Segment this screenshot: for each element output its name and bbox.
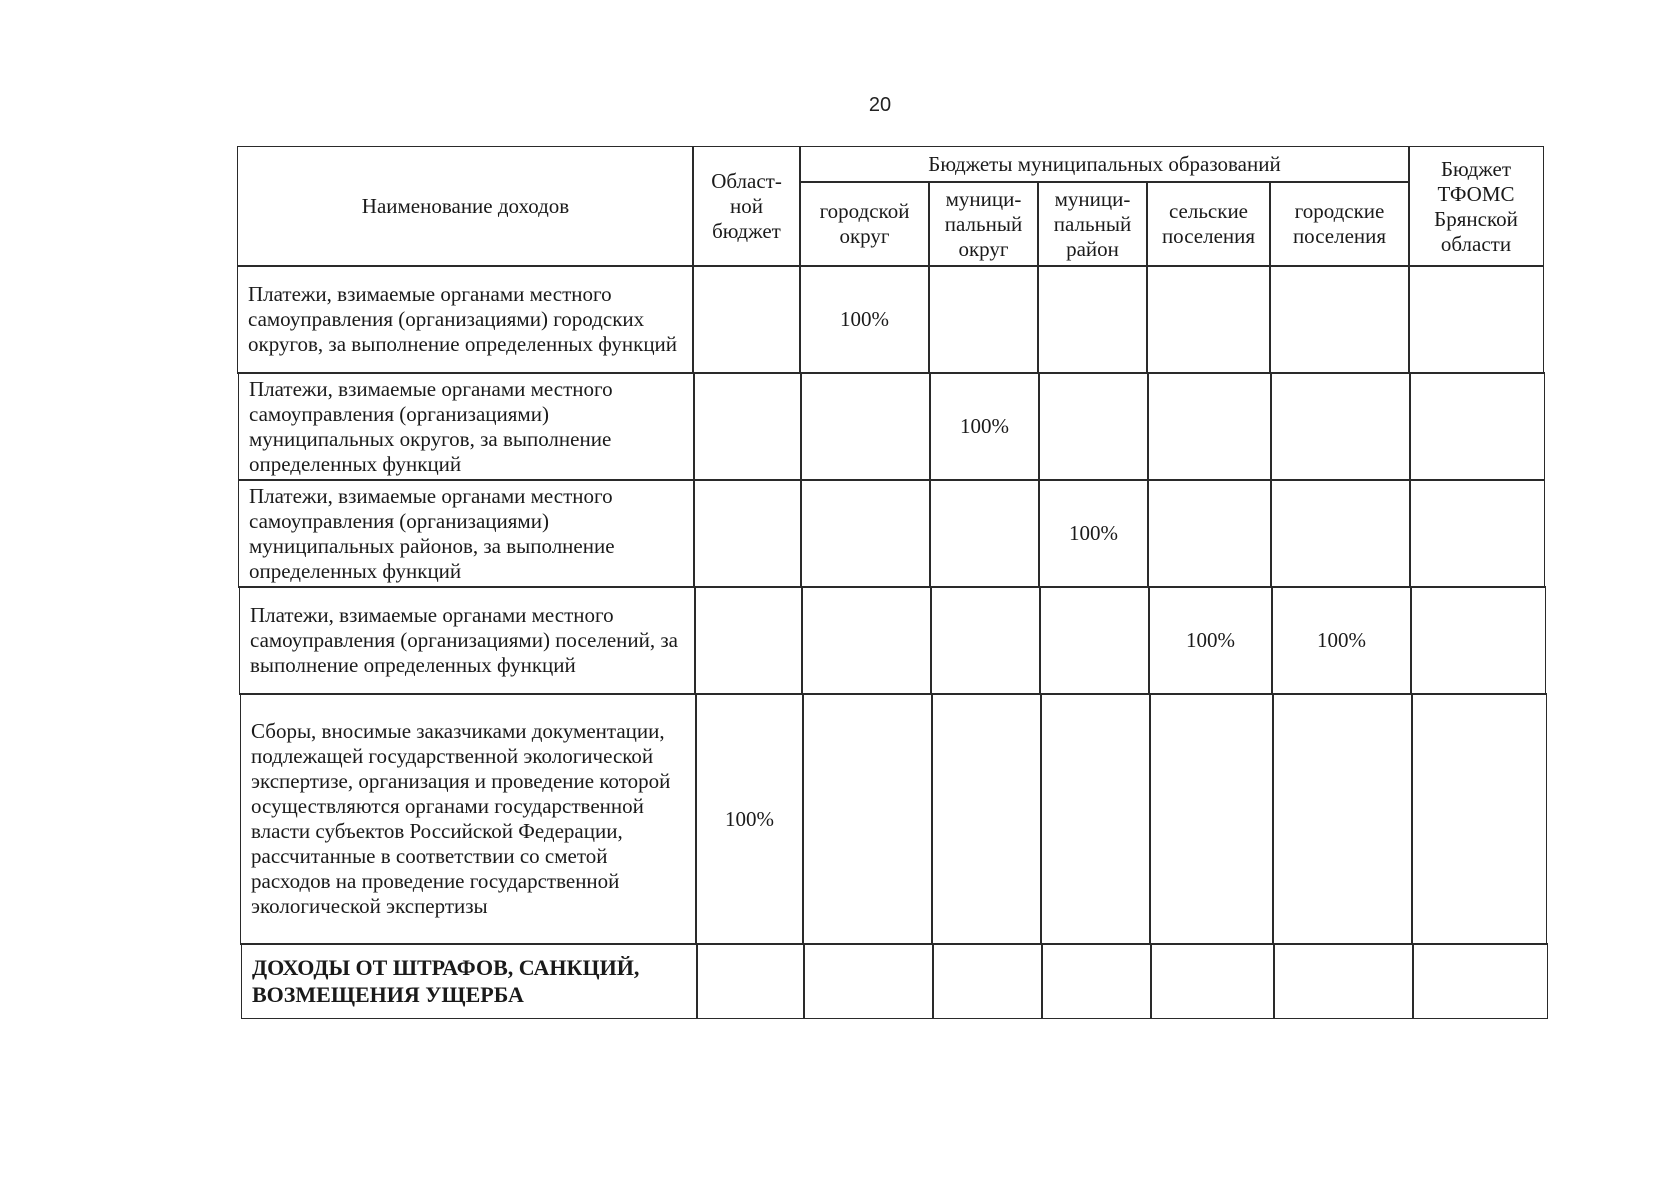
row-regional-value	[694, 586, 803, 695]
row-municipal-area-value: 100%	[1038, 479, 1149, 588]
row-municipal-area-value	[1041, 943, 1152, 1019]
row-name: Сборы, вносимые заказчиками документации, подлежащей государственной экологической экспертизе, организация и проведение которой осуществляются органами государственной власти субъектов Российской Федерации, рассчитанные в соответствии со сметой расходов на проведение государственной экологической экспертизы	[240, 693, 697, 945]
row-name: Платежи, взимаемые органами местного самоуправления (организациями) городских округов, за выполнение определенных функций	[237, 265, 694, 374]
header-city-district: городской округ	[799, 181, 930, 267]
row-name: Платежи, взимаемые органами местного самоуправления (организациями) поселений, за выполнение определенных функций	[239, 586, 696, 695]
row-city-district-value: 100%	[799, 265, 930, 374]
row-rural-value	[1146, 265, 1271, 374]
header-name-column: Наименование доходов	[237, 146, 694, 267]
row-municipal-district-value	[928, 265, 1039, 374]
row-tfoms-value	[1408, 265, 1544, 374]
row-rural-value	[1149, 693, 1274, 945]
section-heading-fines: ДОХОДЫ ОТ ШТРАФОВ, САНКЦИЙ, ВОЗМЕЩЕНИЯ УЩЕРБА	[241, 943, 698, 1019]
header-regional-budget: Област-ной бюджет	[692, 146, 801, 267]
header-municipal-district: муници-пальный округ	[928, 181, 1039, 267]
row-municipal-area-value	[1040, 693, 1151, 945]
row-name: Платежи, взимаемые органами местного самоуправления (организациями) муниципальных округов, за выполнение определенных функций	[238, 372, 695, 481]
header-municipal-area: муници-пальный район	[1037, 181, 1148, 267]
header-rural-settlements: сельские поселения	[1146, 181, 1271, 267]
row-municipal-district-value	[929, 479, 1040, 588]
row-municipal-district-value	[930, 586, 1041, 695]
row-urban-value	[1270, 372, 1411, 481]
header-tfoms-budget: Бюджет ТФОМС Брянской области	[1408, 146, 1544, 267]
row-regional-value	[693, 372, 802, 481]
row-regional-value	[692, 265, 801, 374]
row-urban-value	[1269, 265, 1410, 374]
row-city-district-value	[802, 693, 933, 945]
row-regional-value	[696, 943, 805, 1019]
row-tfoms-value	[1412, 943, 1548, 1019]
row-municipal-district-value	[931, 693, 1042, 945]
row-tfoms-value	[1409, 372, 1545, 481]
row-urban-value	[1273, 943, 1414, 1019]
row-urban-value	[1272, 693, 1413, 945]
row-rural-value	[1147, 479, 1272, 588]
row-municipal-district-value	[932, 943, 1043, 1019]
row-rural-value: 100%	[1148, 586, 1273, 695]
row-tfoms-value	[1409, 479, 1545, 588]
row-rural-value	[1150, 943, 1275, 1019]
row-municipal-district-value: 100%	[929, 372, 1040, 481]
row-urban-value: 100%	[1271, 586, 1412, 695]
row-regional-value: 100%	[695, 693, 804, 945]
header-municipal-budgets: Бюджеты муниципальных образований	[799, 146, 1410, 183]
row-city-district-value	[801, 586, 932, 695]
row-name: Платежи, взимаемые органами местного самоуправления (организациями) муниципальных районов, за выполнение определенных функций	[238, 479, 695, 588]
row-urban-value	[1270, 479, 1411, 588]
page-number: 20	[868, 94, 892, 116]
row-municipal-area-value	[1038, 372, 1149, 481]
row-tfoms-value	[1411, 693, 1547, 945]
row-regional-value	[693, 479, 802, 588]
row-city-district-value	[800, 372, 931, 481]
header-urban-settlements: городские поселения	[1269, 181, 1410, 267]
row-municipal-area-value	[1039, 586, 1150, 695]
row-rural-value	[1147, 372, 1272, 481]
row-city-district-value	[803, 943, 934, 1019]
row-city-district-value	[800, 479, 931, 588]
row-municipal-area-value	[1037, 265, 1148, 374]
row-tfoms-value	[1410, 586, 1546, 695]
